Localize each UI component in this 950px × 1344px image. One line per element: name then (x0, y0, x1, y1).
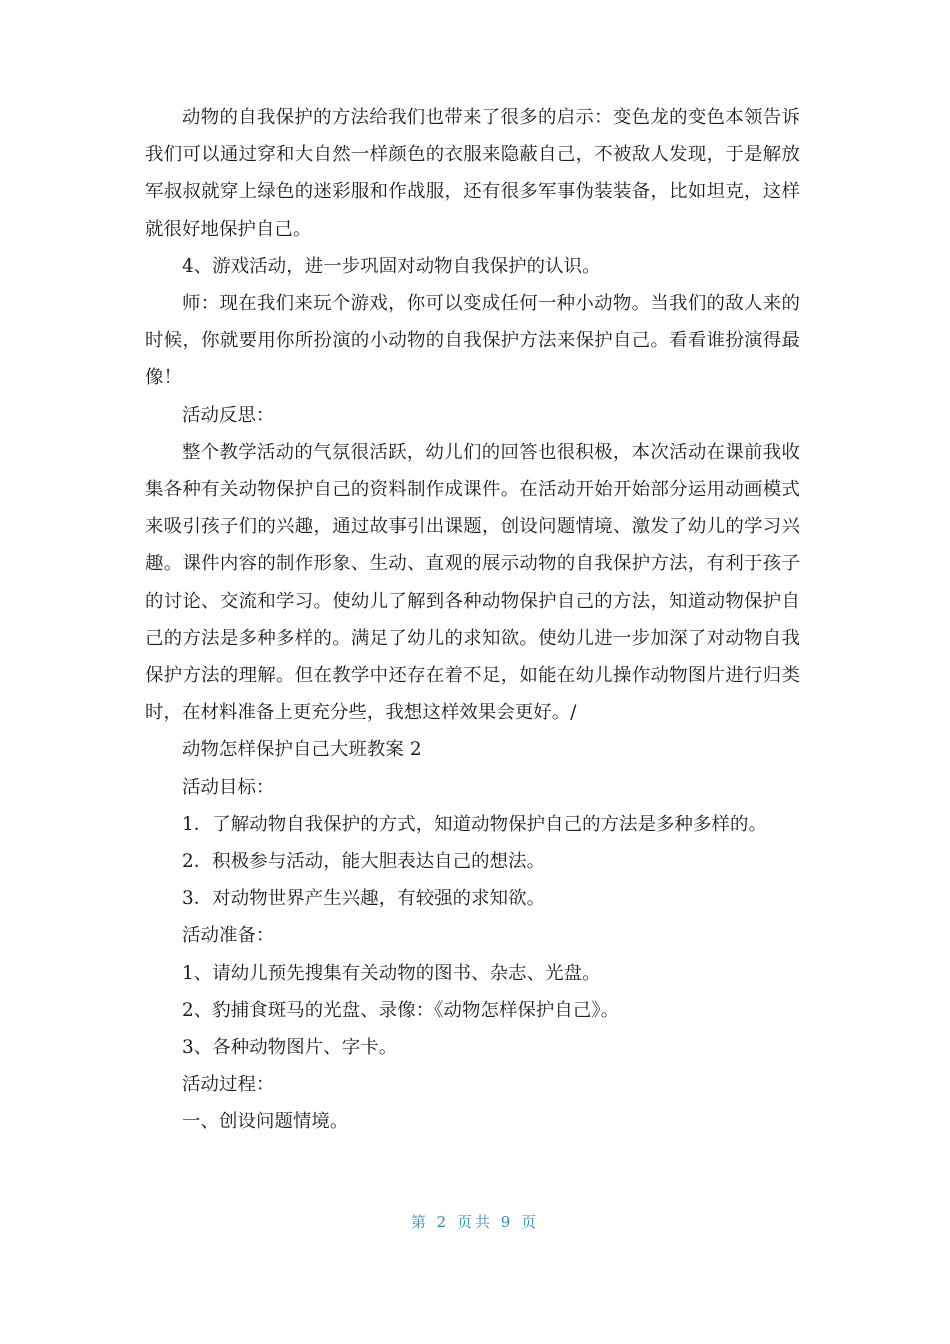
section-heading: 活动反思： (182, 404, 275, 426)
list-item: 一、创设问题情境。 (182, 1111, 349, 1133)
paragraph: 师：现在我们来玩个游戏，你可以变成任何一种小动物。当我们的敌人来的时候，你就要用你所扮演的小动物的自我保护方法来保护自己。看看谁扮演得最像！ (145, 293, 800, 389)
section-heading: 活动准备： (182, 925, 275, 947)
list-item: 3、各种动物图片、字卡。 (182, 1037, 398, 1059)
footer-suffix: 页 (521, 1213, 540, 1231)
footer-middle: 页共 (456, 1213, 493, 1231)
page-footer (0, 1211, 950, 1232)
document-body (145, 99, 800, 1141)
paragraph: 整个教学活动的气氛很活跃，幼儿们的回答也很积极，本次活动在课前我收集各种有关动物保护自己的资料制作成课件。在活动开始开始部分运用动画模式来吸引孩子们的兴趣，通过故事引出课题，创设问题情境、激发了幼儿的学习兴趣。课件内容的制作形象、生动、直观的展示动物的自我保护方法，有利于孩子的讨论、交流和学习。使幼儿了解到各种动物保护自己的方法，知道动物保护自己的方法是多种多样的。满足了幼儿的求知欲。使幼儿进一步加深了对动物自我保护方法的理解。但在教学中还存在着不足，如能在幼儿操作动物图片进行归类时，在材料准备上更充分些，我想这样效果会更好。/ (145, 441, 800, 724)
footer-total-pages: 9 (500, 1213, 514, 1231)
list-item: 1．了解动物自我保护的方式，知道动物保护自己的方法是多种多样的。 (182, 813, 768, 835)
list-item: 2．积极参与活动，能大胆表达自己的想法。 (182, 851, 546, 873)
footer-prefix: 第 (410, 1213, 429, 1231)
document-title: 动物怎样保护自己大班教案 2 (182, 739, 422, 761)
list-item: 1、请幼儿预先搜集有关动物的图书、杂志、光盘。 (182, 962, 601, 984)
paragraph: 4、游戏活动，进一步巩固对动物自我保护的认识。 (182, 255, 601, 277)
footer-current-page: 2 (436, 1213, 450, 1231)
section-heading: 活动目标： (182, 776, 275, 798)
list-item: 2、豹捕食斑马的光盘、录像：《动物怎样保护自己》。 (182, 999, 620, 1021)
section-heading: 活动过程： (182, 1074, 275, 1096)
paragraph: 动物的自我保护的方法给我们也带来了很多的启示：变色龙的变色本领告诉我们可以通过穿和大自然一样颜色的衣服来隐蔽自己，不被敌人发现，于是解放军叔叔就穿上绿色的迷彩服和作战服，还有很多军事伪装装备，比如坦克，这样就很好地保护自己。 (145, 107, 800, 240)
list-item: 3．对动物世界产生兴趣，有较强的求知欲。 (182, 888, 546, 910)
